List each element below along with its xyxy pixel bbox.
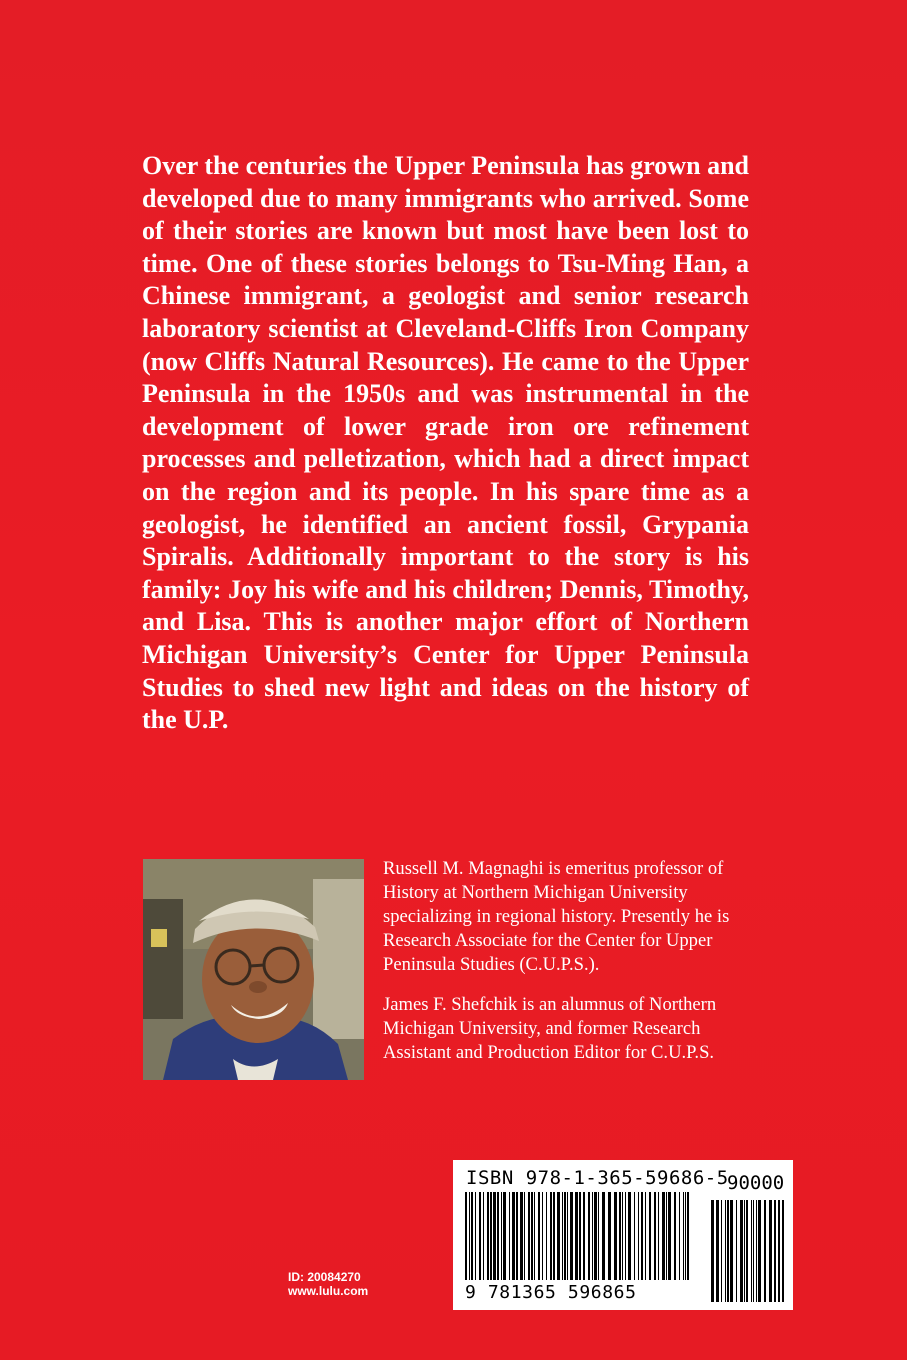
addon-bar-11 [753,1200,754,1302]
addon-bar-1 [716,1200,719,1302]
price-code: 90000 [727,1172,785,1194]
ean-bar-31 [579,1192,581,1280]
ean-bar-22 [546,1192,547,1280]
ean-bar-11 [503,1192,506,1280]
ean-bar-24 [553,1192,555,1280]
addon-bar-13 [758,1200,761,1302]
ean-bar-46 [641,1192,643,1280]
portrait-photo [143,859,364,1080]
addon-bar-10 [751,1200,752,1302]
book-description: Over the centuries the Upper Peninsula has grown and developed due to many immigrants who arrived. Some of their stories are known but most have been lost to time. One of these stories belongs to Tsu-Ming Han, a Chinese immigrant, a geologist and senior research laboratory scientist at Cleveland-Cliffs Iron Company (now Cliffs Natural Resources). He came to the Upper Peninsula in the 1950s and was instrumental in the development of lower grade iron ore refinement processes and pelletization, which had a direct impact on the region and its people. In his spare time as a geologist, he identified an ancient fossil, Grypania Spiralis. Additionally important to the story is his family: Joy his wife and his children; Dennis, Timothy, and Lisa. This is another major effort of Northern Michigan University’s Center for Upper Peninsula Studies to shed new light and ideas on the history of the U.P. [142,151,749,735]
addon-bar-18 [782,1200,784,1302]
ean-bar-30 [575,1192,578,1280]
author-bio-magnaghi: Russell M. Magnaghi is emeritus professor of History at Northern Michigan University specializing in regional history. Presently he is Research Associate for the Center for Upper Peninsula Studies (C.U.P.S.). [383,858,730,975]
addon-bar-15 [769,1200,772,1302]
ean-bar-41 [622,1192,623,1280]
addon-bar-9 [746,1200,748,1302]
ean-bar-4 [479,1192,481,1280]
ean-bar-34 [592,1192,593,1280]
author-bios [383,857,753,1065]
ean-bar-0 [465,1192,467,1280]
ean-bar-51 [662,1192,665,1280]
ean-bar-7 [490,1192,492,1280]
isbn-barcode [453,1160,793,1310]
ean-bar-40 [619,1192,621,1280]
ean-bar-49 [654,1192,656,1280]
ean-bar-14 [516,1192,518,1280]
ean-bar-1 [469,1192,470,1280]
ean-bar-28 [567,1192,568,1280]
barcode-digits: 9 781365 596865 [465,1282,637,1303]
ean-bar-6 [487,1192,489,1280]
ean-bar-16 [524,1192,525,1280]
ean-bar-20 [538,1192,540,1280]
ean-bar-33 [588,1192,590,1280]
addon-bar-5 [730,1200,733,1302]
ean-bar-35 [594,1192,597,1280]
addon-bar-3 [725,1200,726,1302]
ean-bar-56 [683,1192,684,1280]
addon-bar-8 [744,1200,745,1302]
ean-bar-5 [483,1192,484,1280]
publisher-url: www.lulu.com [288,1284,369,1298]
ean-bar-50 [658,1192,659,1280]
ean-bar-42 [625,1192,626,1280]
addon-bar-14 [764,1200,766,1302]
isbn-label: ISBN 978-1-365-59686-5 [466,1167,729,1189]
ean-bar-18 [531,1192,533,1280]
ean-bar-10 [501,1192,502,1280]
addon-bar-12 [756,1200,757,1302]
ean-bar-38 [608,1192,611,1280]
addon-bar-2 [721,1200,722,1302]
ean-bar-37 [602,1192,605,1280]
ean-bar-2 [471,1192,473,1280]
ean-bar-43 [628,1192,631,1280]
addon-bar-0 [711,1200,714,1302]
ean-bar-21 [542,1192,543,1280]
ean-bar-55 [679,1192,680,1280]
ean-bar-3 [475,1192,476,1280]
ean-bar-45 [638,1192,639,1280]
ean-bar-54 [674,1192,676,1280]
ean-bar-36 [598,1192,599,1280]
ean-bar-39 [614,1192,617,1280]
addon-bar-17 [778,1200,780,1302]
portrait-illustration [143,859,364,1080]
ean-bar-29 [570,1192,573,1280]
addon-bar-16 [774,1200,776,1302]
publisher-id: ID: 20084270 [288,1270,361,1284]
ean-bar-25 [557,1192,560,1280]
ean-bar-48 [649,1192,651,1280]
publisher-info [288,1270,368,1298]
ean-bar-9 [497,1192,499,1280]
ean-bar-58 [687,1192,689,1280]
ean-bar-23 [550,1192,552,1280]
ean-bar-17 [528,1192,530,1280]
ean-bar-12 [509,1192,510,1280]
addon-bar-4 [727,1200,729,1302]
ean-bar-53 [668,1192,671,1280]
ean-bar-32 [583,1192,585,1280]
ean-bar-8 [493,1192,496,1280]
ean-bar-15 [520,1192,523,1280]
ean-bar-19 [534,1192,535,1280]
ean-bar-26 [562,1192,563,1280]
ean-bar-52 [666,1192,667,1280]
ean-bar-44 [634,1192,635,1280]
author-bio-shefchik: James F. Shefchik is an alumnus of Northern Michigan University, and former Research Assistant and Production Editor for C.U.P.S. [383,994,717,1063]
ean-bar-27 [564,1192,566,1280]
ean-bar-57 [685,1192,686,1280]
ean-bar-13 [512,1192,515,1280]
addon-bar-7 [740,1200,743,1302]
addon-bar-6 [736,1200,737,1302]
ean-bar-47 [645,1192,646,1280]
